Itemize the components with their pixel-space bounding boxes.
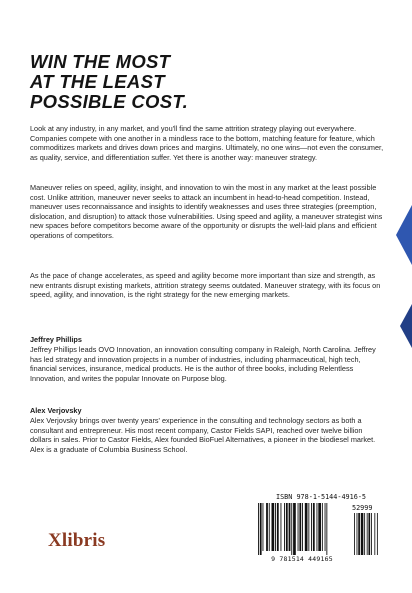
barcode-bar [286,503,288,551]
barcode-bar [299,503,301,551]
maneuver-paragraph: Maneuver relies on speed, agility, insight, and innovation to win the most in any market at the least possible cost. Unlike attrition, maneuver never seeks to attack an incumbent in head-to-head competition. Instead, maneuver uses reconnaissance and insights to identify weaknesses and uses three strategies (preemption, dislocation, and disruption) to attack those vulnerabilities. Using speed and agility, a maneuver strategist wins new spaces before competitors become aware of the opportunity or disrupts the well-laid plans and efficient operations of competitors. [30,183,383,240]
barcode-digits: 9 781514 449165 [271,555,333,563]
addon-bar [371,513,372,555]
barcode-bar [284,503,285,551]
barcode-bar [326,503,327,555]
author-name-alex: Alex Verjovsky [30,406,82,415]
barcode-bar [293,503,296,555]
isbn-label: ISBN 978-1-5144-4916-5 [275,493,367,501]
barcode-bar [318,503,321,551]
publisher-logo: Xlibris [48,530,106,551]
barcode-bar [291,503,292,555]
barcode-bar [302,503,303,551]
headline-line-3: POSSIBLE COST. [30,91,189,112]
addon-bar [357,513,358,555]
barcode-bar [281,503,282,551]
intro-paragraph: Look at any industry, in any market, and you'll find the same attrition strategy playing out everywhere. Companies compete with one another in a mindless race to the bottom, matching feature for feature, which commoditizes markets and drives down prices and margins. Ultimately, no one wins—not even the consumer, as quality, service, and differentiation suffer. Yet there is another way: maneuver strategy. [30,124,384,162]
barcode-bar [305,503,308,551]
headline-line-1: WIN THE MOST [30,51,171,72]
addon-bar [361,513,364,555]
author-bio-jeffrey: Jeffrey Phillips leads OVO Innovation, an innovation consulting company in Raleigh, North Carolina. Jeffrey has led strategy and innovation projects in a number of industries, including pharmaceutical, high tech, financial services, insurance, medical products. He is the author of three books, including Relentless Innovation, and writes the popular Innovate on Purpose blog. [30,345,376,383]
barcode-bar [313,503,315,551]
addon-bar [364,513,365,555]
conclusion-paragraph: As the pace of change accelerates, as speed and agility become more important than size and strength, as new entrants disrupt existing markets, attrition strategy seems outdated. Maneuver strategy, with its focus on speed, agility, and innovation, is the right strategy for the new emerging markets. [30,271,381,300]
barcode-image [256,503,386,557]
cover-headline [30,52,290,112]
barcode-bar [322,503,323,551]
barcode-bar [275,503,276,551]
barcode-bar [308,503,309,551]
barcode-bar [289,503,291,551]
author-name-jeffrey: Jeffrey Phillips [30,335,82,344]
barcode-bar [260,503,262,555]
isbn-barcode-block [256,493,386,563]
price-code: 52999 [352,504,373,512]
barcode-bar [263,503,264,551]
barcode-bar [311,503,312,551]
addon-bar [377,513,378,555]
author-bio-alex: Alex Verjovsky brings over twenty years' experience in the consulting and technology sectors as both a consultant and entrepreneur. His most recent company, Castor Fields SAPI, reached over twelve billion dollars in sales. Prior to Castor Fields, Alex founded BioFuel Alternatives, a pioneer in the biodiesel market. Alex is a graduate of Columbia Business School. [30,416,376,454]
addon-bar [374,513,375,555]
barcode-bar [325,503,326,551]
barcode-bar [272,503,275,551]
addon-bar [367,513,368,555]
decorative-chevron-upper [396,205,412,265]
barcode-bar [277,503,279,551]
barcode-bar [269,503,270,551]
barcode-bar [317,503,318,551]
addon-bar [354,513,355,555]
barcode-bar [298,503,299,551]
headline-line-2: AT THE LEAST [30,71,165,92]
addon-bar [358,513,360,555]
decorative-chevron-lower [400,304,412,348]
barcode-bar [266,503,268,551]
addon-bar [368,513,370,555]
barcode-bar [258,503,259,555]
